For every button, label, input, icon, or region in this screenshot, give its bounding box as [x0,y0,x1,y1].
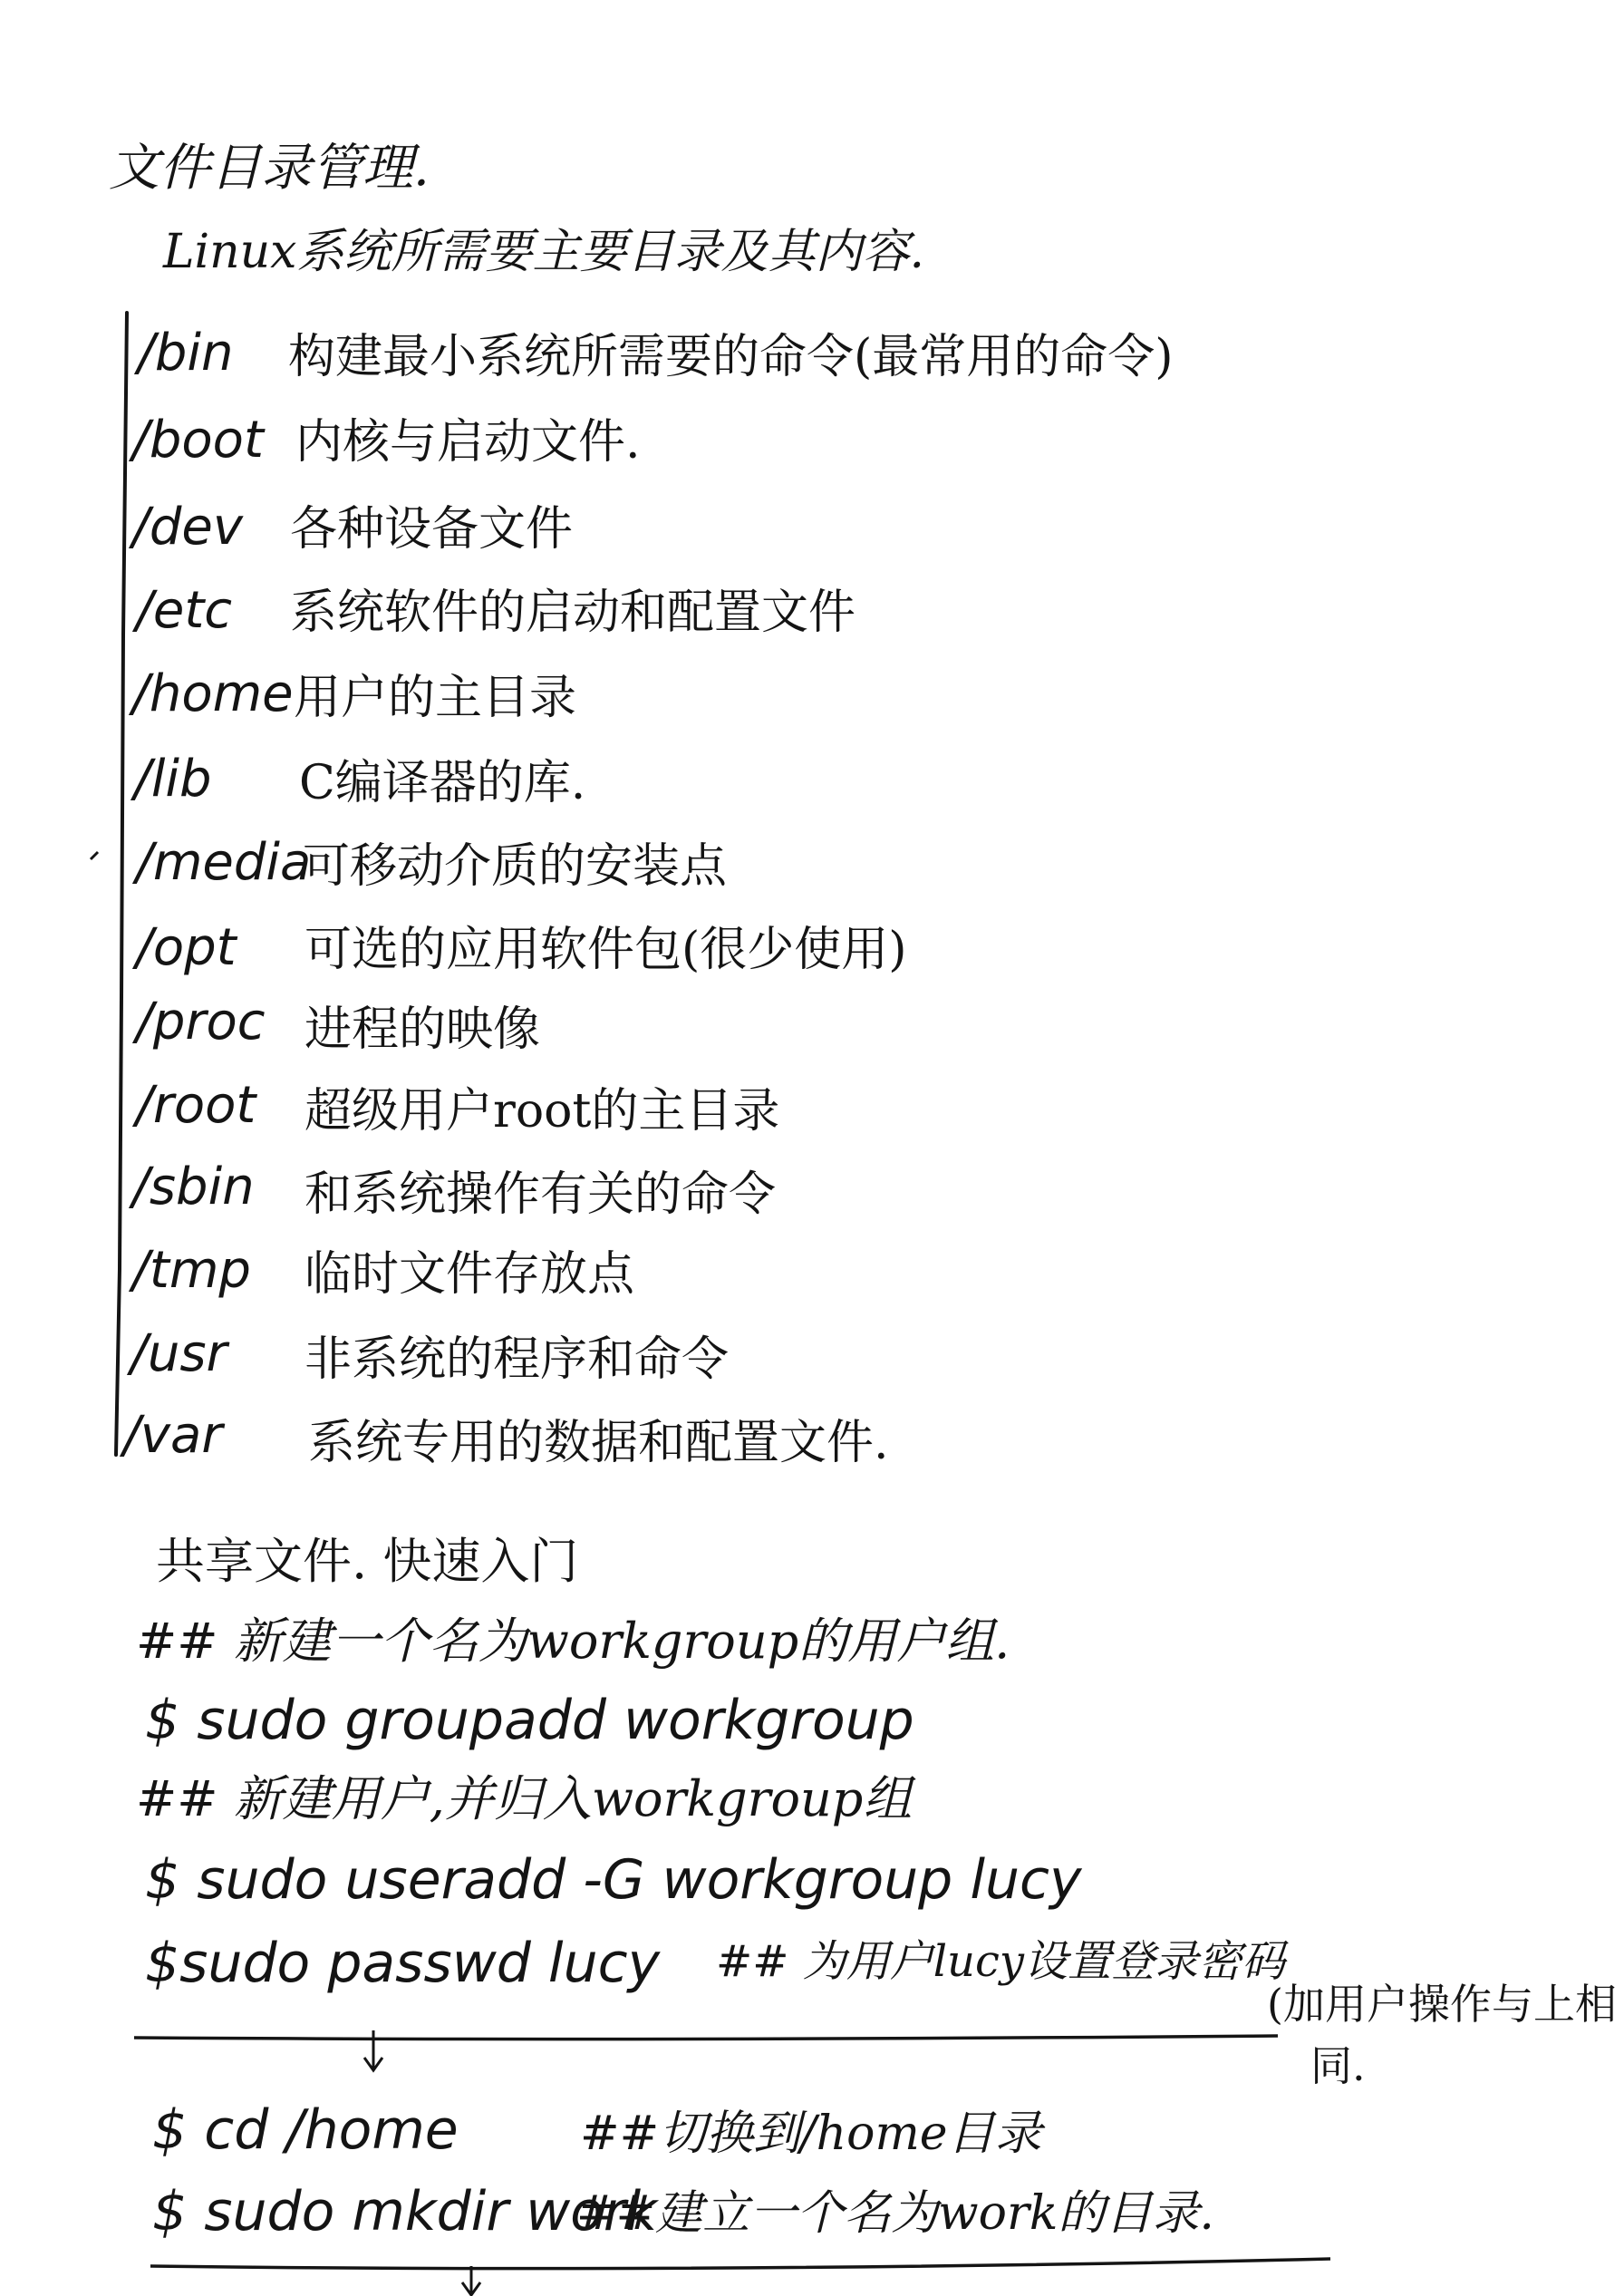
dir-path: /var [123,1406,223,1465]
command-line: $sudo passwd lucy [145,1932,661,1995]
bracket-line [116,313,127,1455]
dir-path: /proc [136,993,266,1051]
command-comment-line: ## 新建用户,并归入workgroup组 [136,1770,913,1827]
inline-comment: ## 为用户lucy设置登录密码 [716,1936,1285,1987]
dir-path: /root [136,1076,256,1135]
tick-mark [91,852,98,859]
dir-path: /dev [132,498,244,557]
dir-path: /tmp [132,1241,251,1300]
dir-desc: 超级用户root的主目录 [304,1084,780,1138]
divider-line-2 [150,2259,1330,2269]
dir-path: /bin [138,324,234,383]
inline-comment: ##切换到/home目录 [580,2107,1042,2161]
dir-path: /sbin [132,1158,255,1216]
dir-path: /home [132,664,294,723]
dir-path: /etc [136,581,233,640]
page-subtitle: Linux系统所需要主要目录及其内容. [163,225,924,279]
dir-desc: 系统专用的数据和配置文件. [308,1416,889,1470]
dir-path: /media [136,833,312,892]
dir-desc: 各种设备文件 [290,502,574,557]
dir-desc: 非系统的程序和命令 [304,1332,730,1387]
inline-comment: ##建立一个名为work的目录. [576,2186,1214,2241]
side-note: 同. [1310,2041,1366,2090]
down-arrow-2 [462,2266,480,2295]
dir-desc: 内核与启动文件. [295,415,641,470]
command-line: $ sudo groupadd workgroup [145,1689,914,1752]
command-line: $ cd /home [152,2098,459,2162]
divider-line-1 [134,2036,1278,2039]
share-section-title: 共享文件. 快速入门 [156,1533,579,1590]
down-arrow-1 [364,2030,382,2070]
dir-desc: 进程的映像 [304,1003,541,1057]
dir-desc: 用户的主目录 [294,671,577,725]
dir-path: /usr [130,1324,227,1383]
command-line: $ sudo useradd -G workgroup lucy [145,1848,1082,1912]
dir-path: /opt [136,918,237,977]
dir-desc: 可移动介质的安装点 [303,839,728,894]
dir-desc: 和系统操作有关的命令 [304,1167,777,1222]
dir-desc: 系统软件的启动和配置文件 [290,586,856,640]
command-line: $ sudo mkdir work [152,2180,658,2243]
side-note: (加用户操作与上相 [1267,1980,1617,2029]
dir-desc: 临时文件存放点 [304,1247,635,1302]
page-title: 文件目录管理. [109,139,430,198]
dir-desc: C编译器的库. [299,756,586,810]
dir-desc: 构建最小系统所需要的命令(最常用的命令) [288,330,1174,384]
command-comment-line: ## 新建一个名为workgroup的用户组. [136,1613,1010,1670]
dir-path: /lib [134,750,212,809]
dir-path: /boot [132,411,264,470]
dir-desc: 可选的应用软件包(很少使用) [304,923,907,977]
